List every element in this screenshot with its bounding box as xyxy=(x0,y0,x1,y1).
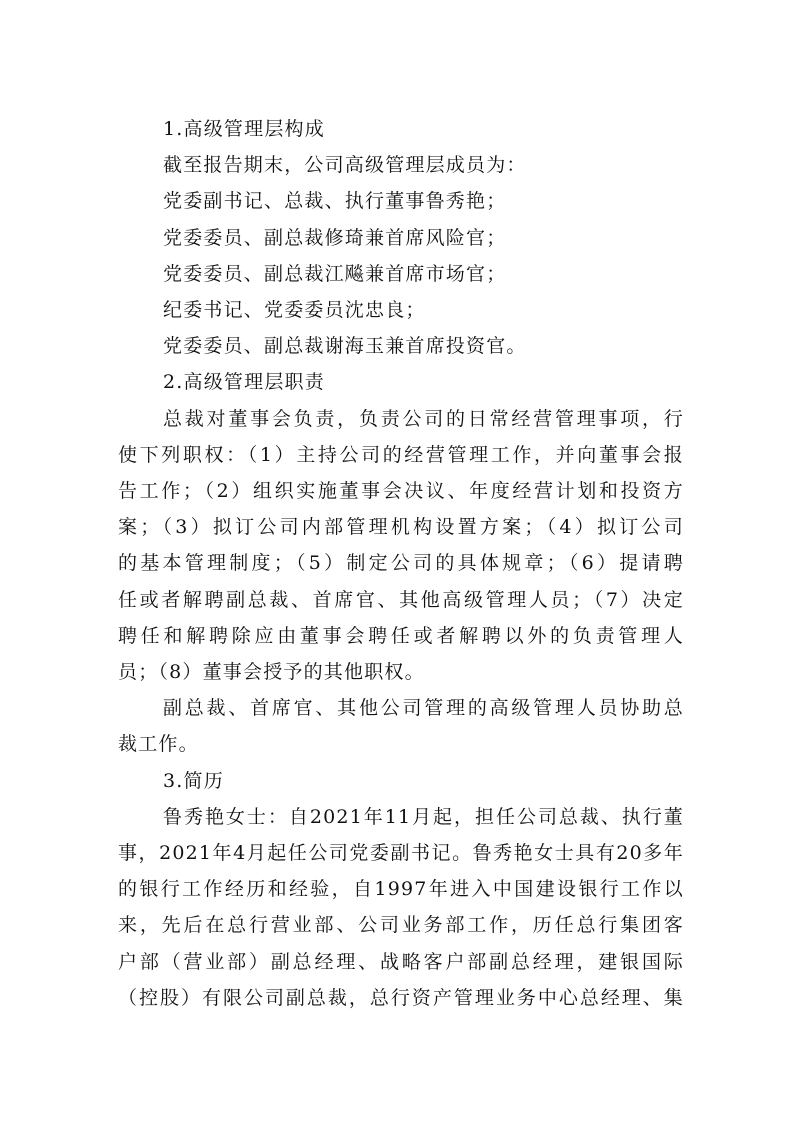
text-line: 截至报告期末，公司高级管理层成员为： xyxy=(163,154,527,177)
text-line: 聘任和解聘除应由董事会聘任或者解聘以外的负责管理人 xyxy=(118,624,684,647)
text-line: 的银行工作经历和经验，自1997年进入中国建设银行工作以 xyxy=(118,878,684,901)
text-line: 副总裁、首席官、其他公司管理的高级管理人员协助总 xyxy=(163,697,684,720)
text-line: 鲁秀艳女士：自2021年11月起，担任公司总裁、执行董 xyxy=(163,805,684,828)
text-line: 党委副书记、总裁、执行董事鲁秀艳； xyxy=(163,190,507,213)
text-line: 党委委员、副总裁江飚兼首席市场官； xyxy=(163,262,507,285)
text-line: 户部（营业部）副总经理、战略客户部副总经理，建银国际 xyxy=(118,950,684,973)
text-line: 事，2021年4月起任公司党委副书记。鲁秀艳女士具有20多年 xyxy=(118,842,684,865)
text-line: 党委委员、副总裁谢海玉兼首席投资官。 xyxy=(163,335,527,358)
text-line: 使下列职权：（1）主持公司的经营管理工作，并向董事会报 xyxy=(118,443,684,466)
text-line: 裁工作。 xyxy=(118,733,199,756)
text-line: 的基本管理制度；（5）制定公司的具体规章；（6）提请聘 xyxy=(118,552,684,575)
document-body xyxy=(118,111,684,1016)
text-line: （控股）有限公司副总裁，总行资产管理业务中心总经理、集 xyxy=(118,986,684,1009)
section-heading-2: 2.高级管理层职责 xyxy=(163,371,325,394)
text-line: 员；（8）董事会授予的其他职权。 xyxy=(118,661,425,684)
section-heading-3: 3.简历 xyxy=(163,769,224,792)
text-line: 案；（3）拟订公司内部管理机构设置方案；（4）拟订公司 xyxy=(118,516,684,539)
text-line: 告工作；（2）组织实施董事会决议、年度经营计划和投资方 xyxy=(118,480,684,503)
text-line: 任或者解聘副总裁、首席官、其他高级管理人员；（7）决定 xyxy=(118,588,684,611)
text-line: 党委委员、副总裁修琦兼首席风险官； xyxy=(163,226,507,249)
text-line: 纪委书记、党委委员沈忠良； xyxy=(163,299,426,322)
text-line: 总裁对董事会负责，负责公司的日常经营管理事项，行 xyxy=(163,407,684,430)
text-line: 来，先后在总行营业部、公司业务部工作，历任总行集团客 xyxy=(118,914,684,937)
section-heading-1: 1.高级管理层构成 xyxy=(163,118,325,140)
